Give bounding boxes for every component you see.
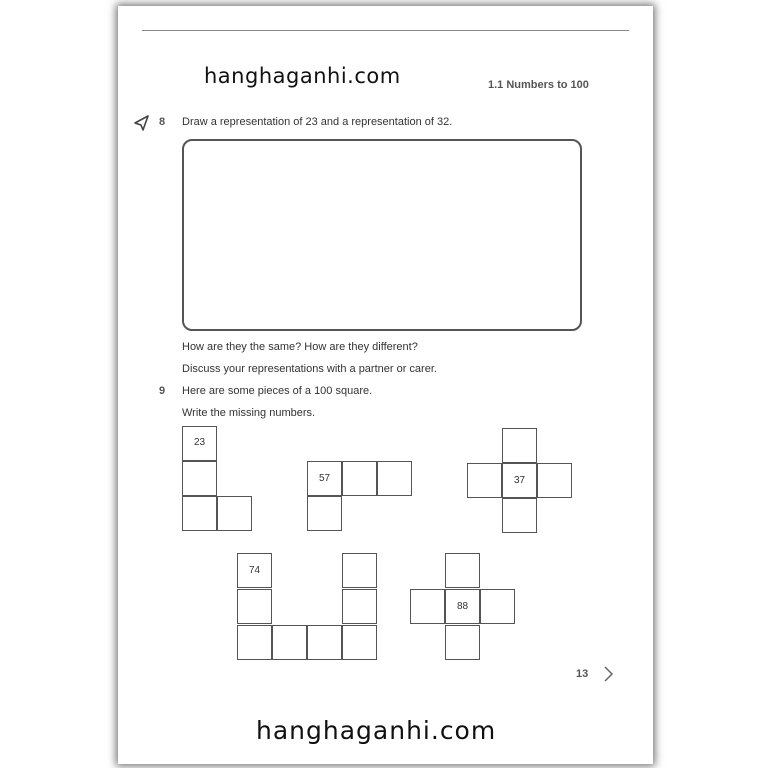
missing-number-cell[interactable] bbox=[307, 496, 342, 531]
missing-number-cell[interactable] bbox=[182, 496, 217, 531]
chevron-right-icon[interactable] bbox=[602, 665, 614, 683]
missing-number-cell[interactable] bbox=[467, 463, 502, 498]
missing-number-cell[interactable] bbox=[342, 625, 377, 660]
missing-number-cell[interactable] bbox=[182, 461, 217, 496]
given-number-cell: 57 bbox=[307, 461, 342, 496]
section-title: 1.1 Numbers to 100 bbox=[488, 79, 589, 91]
given-number-cell: 23 bbox=[182, 426, 217, 461]
missing-number-cell[interactable] bbox=[480, 589, 515, 624]
missing-number-cell[interactable] bbox=[307, 625, 342, 660]
watermark-bottom: hanghaganhi.com bbox=[256, 716, 497, 745]
question-9-line-2: Write the missing numbers. bbox=[182, 407, 316, 419]
question-8-follow-up-2: Discuss your representations with a partner or carer. bbox=[182, 363, 437, 375]
missing-number-cell[interactable] bbox=[237, 625, 272, 660]
missing-number-cell[interactable] bbox=[445, 625, 480, 660]
missing-number-cell[interactable] bbox=[342, 589, 377, 624]
question-9-number: 9 bbox=[159, 385, 166, 397]
header-rule bbox=[142, 30, 629, 31]
missing-number-cell[interactable] bbox=[342, 553, 377, 588]
drawing-area[interactable] bbox=[182, 139, 582, 331]
missing-number-cell[interactable] bbox=[445, 553, 480, 588]
missing-number-cell[interactable] bbox=[377, 461, 412, 496]
missing-number-cell[interactable] bbox=[502, 428, 537, 463]
missing-number-cell[interactable] bbox=[237, 589, 272, 624]
missing-number-cell[interactable] bbox=[410, 589, 445, 624]
missing-number-cell[interactable] bbox=[217, 496, 252, 531]
missing-number-cell[interactable] bbox=[342, 461, 377, 496]
question-9-line-1: Here are some pieces of a 100 square. bbox=[182, 385, 373, 397]
watermark-top: hanghaganhi.com bbox=[204, 64, 401, 88]
arrow-cursor-icon bbox=[132, 114, 150, 132]
missing-number-cell[interactable] bbox=[272, 625, 307, 660]
given-number-cell: 74 bbox=[237, 553, 272, 588]
missing-number-cell[interactable] bbox=[502, 498, 537, 533]
question-8-number: 8 bbox=[159, 116, 166, 128]
workbook-page bbox=[118, 6, 653, 764]
given-number-cell: 37 bbox=[502, 463, 537, 498]
question-8-prompt: Draw a representation of 23 and a representation of 32. bbox=[182, 116, 453, 128]
given-number-cell: 88 bbox=[445, 589, 480, 624]
page-number: 13 bbox=[576, 668, 589, 680]
missing-number-cell[interactable] bbox=[537, 463, 572, 498]
question-8-follow-up-1: How are they the same? How are they different? bbox=[182, 341, 418, 353]
